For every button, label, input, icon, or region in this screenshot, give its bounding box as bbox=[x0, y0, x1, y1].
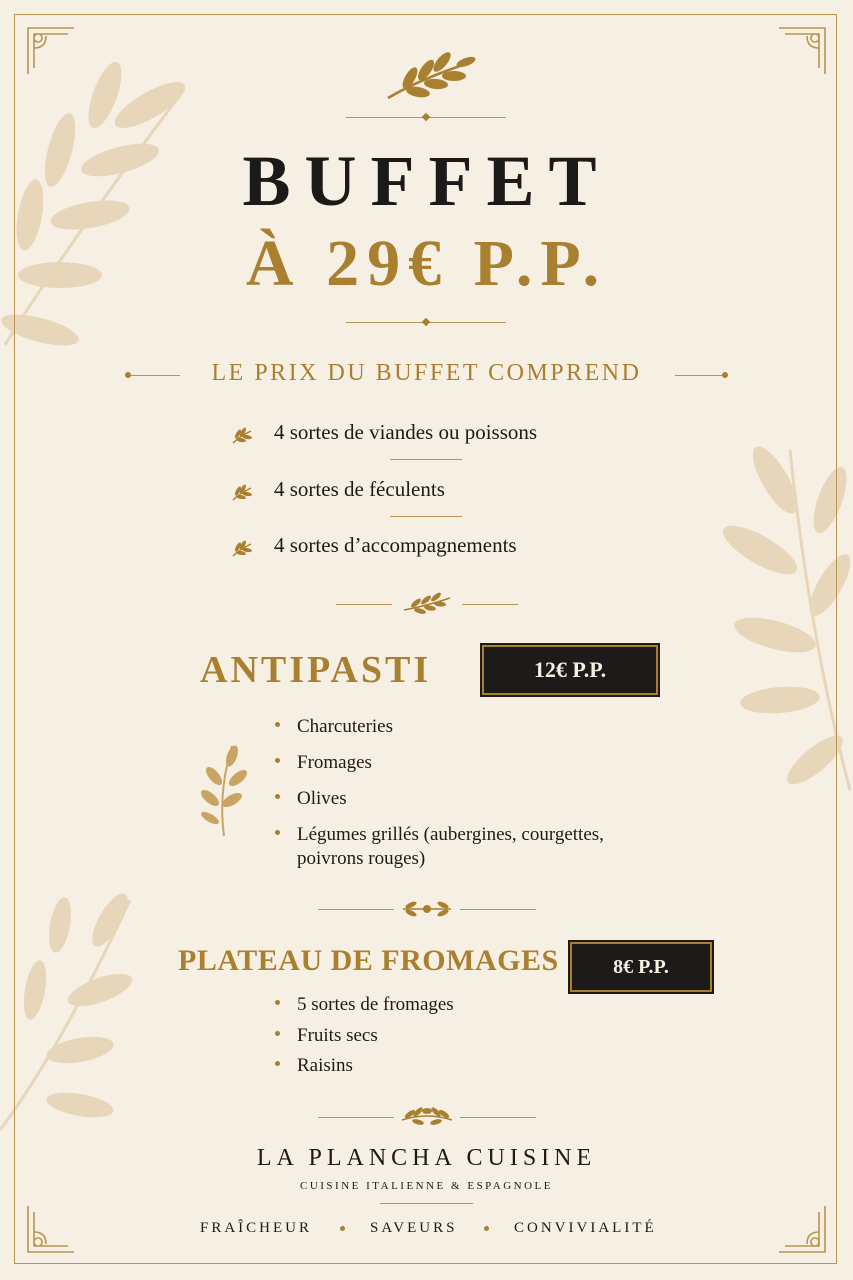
footer-tag: FRAÎCHEUR bbox=[200, 1220, 313, 1236]
fromages-item: Fruits secs bbox=[297, 1025, 378, 1046]
fromages-price-badge: 8€ P.P. bbox=[570, 942, 712, 992]
leaf-sprig-icon bbox=[196, 742, 250, 838]
laurel-icon bbox=[382, 48, 478, 104]
divider bbox=[380, 1203, 473, 1204]
antipasti-item: poivrons rouges) bbox=[297, 848, 426, 869]
divider bbox=[318, 1117, 394, 1118]
antipasti-item: Olives bbox=[297, 788, 347, 809]
fromages-item: 5 sortes de fromages bbox=[297, 994, 454, 1015]
included-item: 4 sortes de féculents bbox=[274, 477, 445, 501]
bullet bbox=[275, 830, 280, 835]
divider bbox=[390, 516, 462, 517]
antipasti-heading: ANTIPASTI bbox=[200, 649, 432, 691]
corner-ornament-icon bbox=[777, 1204, 829, 1256]
antipasti-item: Légumes grillés (aubergines, courgettes, bbox=[297, 824, 604, 845]
footer-dot bbox=[484, 1226, 489, 1231]
page-title: BUFFET bbox=[242, 141, 611, 221]
restaurant-subtitle: CUISINE ITALIENNE & ESPAGNOLE bbox=[299, 1180, 553, 1192]
antipasti-item: Charcuteries bbox=[297, 716, 394, 737]
divider bbox=[318, 909, 394, 910]
bullet bbox=[275, 1031, 280, 1036]
bullet bbox=[275, 758, 280, 763]
divider bbox=[336, 604, 392, 605]
divider bbox=[460, 1117, 536, 1118]
divider bbox=[460, 909, 536, 910]
laurel-icon bbox=[402, 592, 452, 616]
included-item: 4 sortes d’accompagnements bbox=[274, 533, 517, 557]
corner-ornament-icon bbox=[24, 1204, 76, 1256]
laurel-icon bbox=[401, 899, 453, 919]
restaurant-name: LA PLANCHA CUISINE bbox=[256, 1145, 597, 1171]
footer-dot bbox=[340, 1226, 345, 1231]
included-heading: LE PRIX DU BUFFET COMPREND bbox=[211, 360, 642, 386]
bullet bbox=[275, 1000, 280, 1005]
corner-ornament-icon bbox=[24, 24, 76, 76]
footer-tag: SAVEURS bbox=[370, 1220, 458, 1236]
footer-tag: CONVIVIALITÉ bbox=[514, 1220, 657, 1236]
leaf-sprig-icon bbox=[230, 422, 254, 446]
bullet bbox=[275, 722, 280, 727]
leaf-sprig-icon bbox=[230, 535, 254, 559]
included-item: 4 sortes de viandes ou poissons bbox=[274, 420, 538, 444]
corner-ornament-icon bbox=[777, 24, 829, 76]
bullet bbox=[275, 794, 280, 799]
laurel-icon bbox=[400, 1106, 454, 1128]
fromages-item: Raisins bbox=[297, 1055, 353, 1076]
page-subtitle-price: À 29€ P.P. bbox=[245, 227, 608, 300]
fromages-heading: PLATEAU DE FROMAGES bbox=[178, 944, 559, 977]
divider bbox=[390, 459, 462, 460]
antipasti-price-badge: 12€ P.P. bbox=[482, 645, 658, 695]
divider bbox=[462, 604, 518, 605]
bullet bbox=[275, 1061, 280, 1066]
leaf-sprig-icon bbox=[230, 479, 254, 503]
antipasti-item: Fromages bbox=[297, 752, 372, 773]
